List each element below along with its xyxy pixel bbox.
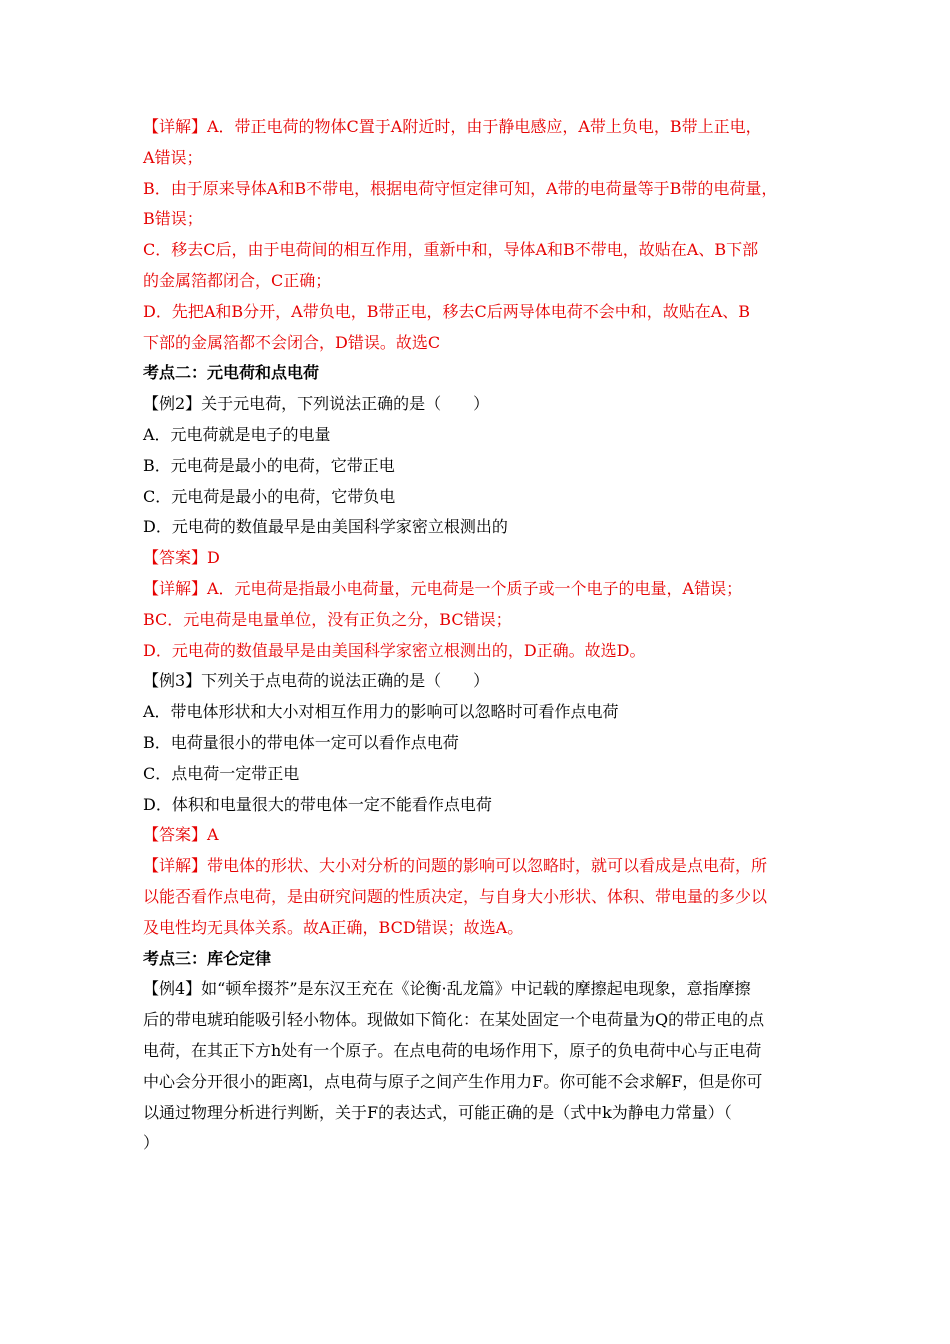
question-stem: 中心会分开很小的距离l，点电荷与原子之间产生作用力F。你可能不会求解F，但是你可	[143, 1071, 763, 1091]
explanation-line: 的金属箔都闭合，C正确；	[143, 270, 332, 290]
question-option: B．电荷量很小的带电体一定可以看作点电荷	[143, 732, 459, 752]
explanation-line: B．由于原来导体A和B不带电，根据电荷守恒定律可知，A带的电荷量等于B带的电荷量，	[143, 178, 778, 198]
question-stem: 以通过物理分析进行判断，关于F的表达式，可能正确的是（式中k为静电力常量）（	[143, 1102, 732, 1122]
question-stem: 【例2】关于元电荷，下列说法正确的是（ ）	[143, 394, 490, 414]
question-option: A．带电体形状和大小对相互作用力的影响可以忽略时可看作点电荷	[143, 702, 619, 722]
question-option: D．体积和电量很大的带电体一定不能看作点电荷	[143, 794, 492, 814]
explanation-line: A错误；	[143, 147, 203, 167]
question-option: A．元电荷就是电子的电量	[143, 424, 331, 444]
question-stem: 后的带电琥珀能吸引轻小物体。现做如下简化：在某处固定一个电荷量为Q的带正电的点	[143, 1010, 765, 1030]
explanation-line: D．先把A和B分开，A带负电，B带正电，移去C后两导体电荷不会中和，故贴在A、B	[143, 301, 751, 321]
answer-line: 【答案】A	[143, 825, 219, 845]
document-page	[143, 112, 823, 1159]
section-heading: 考点三：库仑定律	[143, 948, 272, 968]
explanation-line: 【详解】A．带正电荷的物体C置于A附近时，由于静电感应，A带上负电，B带上正电，	[143, 117, 762, 136]
question-option: D．元电荷的数值最早是由美国科学家密立根测出的	[143, 517, 508, 537]
question-option: B．元电荷是最小的电荷，它带正电	[143, 455, 395, 475]
explanation-line: 以能否看作点电荷，是由研究问题的性质决定，与自身大小形状、体积、带电量的多少以	[143, 886, 768, 906]
question-stem: 电荷，在其正下方h处有一个原子。在点电荷的电场作用下，原子的负电荷中心与正电荷	[143, 1040, 762, 1060]
explanation-line: B错误；	[143, 209, 203, 229]
section-heading: 考点二：元电荷和点电荷	[143, 363, 320, 383]
question-stem: ）	[143, 1133, 160, 1153]
explanation-line: 及电性均无具体关系。故A正确，BCD错误；故选A。	[143, 917, 524, 937]
answer-line: 【答案】D	[143, 548, 220, 568]
question-option: C．元电荷是最小的电荷，它带负电	[143, 486, 396, 506]
question-stem: 【例4】如“顿牟掇芥”是东汉王充在《论衡·乱龙篇》中记载的摩擦起电现象，意指摩擦	[143, 979, 751, 999]
explanation-line: C．移去C后，由于电荷间的相互作用，重新中和，导体A和B不带电，故贴在A、B下部	[143, 240, 759, 260]
explanation-line: BC．元电荷是电量单位，没有正负之分，BC错误；	[143, 609, 512, 629]
question-stem: 【例3】下列关于点电荷的说法正确的是（ ）	[143, 671, 490, 691]
explanation-line: 下部的金属箔都不会闭合，D错误。故选C	[143, 332, 441, 352]
explanation-line: 【详解】带电体的形状、大小对分析的问题的影响可以忽略时，就可以看成是点电荷，所	[143, 856, 768, 876]
explanation-line: D．元电荷的数值最早是由美国科学家密立根测出的，D正确。故选D。	[143, 640, 646, 660]
explanation-line: 【详解】A．元电荷是指最小电荷量，元电荷是一个质子或一个电子的电量，A错误；	[143, 578, 743, 598]
question-option: C．点电荷一定带正电	[143, 763, 300, 783]
